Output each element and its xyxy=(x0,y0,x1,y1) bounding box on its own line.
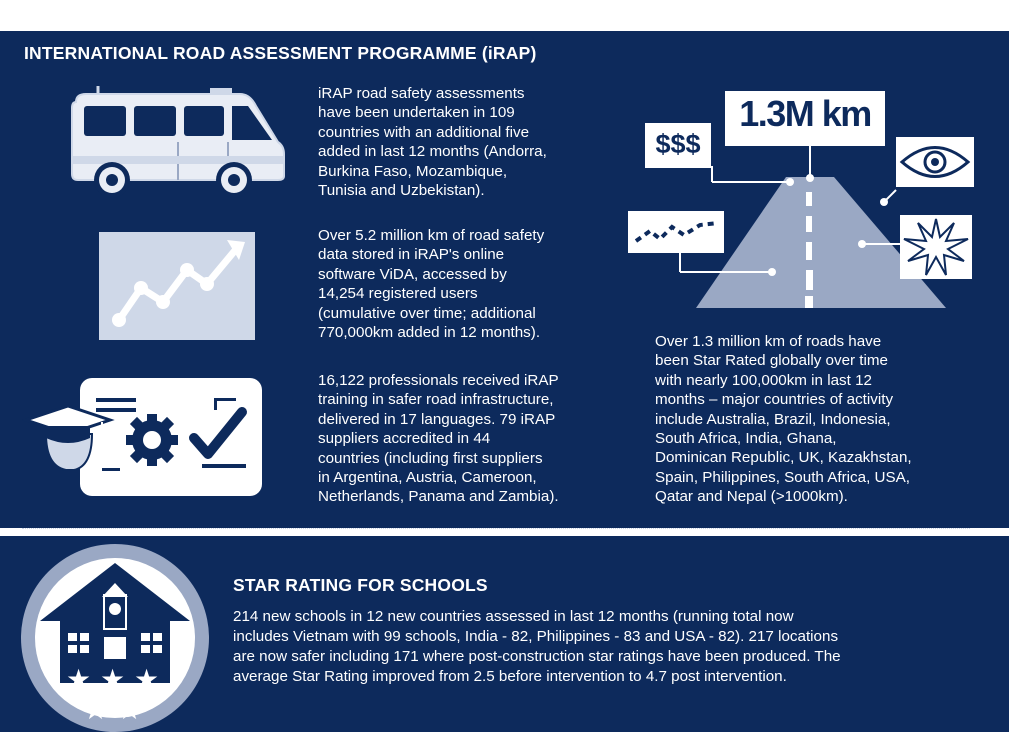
line-graph-icon xyxy=(628,211,724,253)
svg-text:★: ★ xyxy=(100,663,126,696)
vida-stat: Over 5.2 million km of road safety data stored in iRAP's online software ViDA, accessed by 14,254 registered users (cumulative over time; additional 770,000km added in 12 months). xyxy=(318,227,545,342)
distance-label: 1.3M km xyxy=(739,93,871,134)
crash-burst-icon xyxy=(900,215,972,279)
training-card-icon xyxy=(22,374,267,500)
svg-text:★: ★ xyxy=(117,693,143,726)
svg-text:★: ★ xyxy=(66,663,92,696)
training-stat: 16,122 professionals received iRAP training in safer road infrastructure, delivered in 17 languages. 79 iRAP suppliers accredited in 44 countries (including first suppliers in Argentina, Austria, Cameroon, Netherlands, Panama and Zambia). xyxy=(318,372,559,506)
svg-text:★: ★ xyxy=(83,693,109,726)
gear-icon xyxy=(126,414,178,466)
trend-chart-icon xyxy=(99,232,255,340)
van-icon xyxy=(68,80,290,202)
svg-text:★: ★ xyxy=(134,663,160,696)
eye-icon xyxy=(896,137,974,187)
schools-title: STAR RATING FOR SCHOOLS xyxy=(233,575,488,595)
section-divider xyxy=(22,528,970,529)
assessments-stat: iRAP road safety assessments have been undertaken in 109 countries with an additional five added in last 12 months (Andorra, Burkina Faso, Mozambique, Tunisia and Uzbekistan). xyxy=(318,85,547,200)
school-badge-icon xyxy=(20,543,210,733)
star-rated-stat: Over 1.3 million km of roads have been Star Rated globally over time with nearly 100,000km in last 12 months – major countries of activity include Australia, Brazil, Indonesia, South Africa, India, Ghana, Dominican Republic, UK, Kazakhstan, Spain, Philippines, South Africa, USA, Qatar and Nepal (>1000km). xyxy=(655,333,912,506)
money-label: $$$ xyxy=(655,129,701,159)
page-title: INTERNATIONAL ROAD ASSESSMENT PROGRAMME (iRAP) xyxy=(24,43,537,63)
schools-text: 214 new schools in 12 new countries assessed in last 12 months (running total now includes Vietnam with 99 schools, India - 82, Philippines - 83 and USA - 82). 217 locations are now safer including 171 where post-construction star ratings have been produced. The average Star Rating improved from 2.5 before intervention to 4.7 post intervention. xyxy=(233,608,841,685)
